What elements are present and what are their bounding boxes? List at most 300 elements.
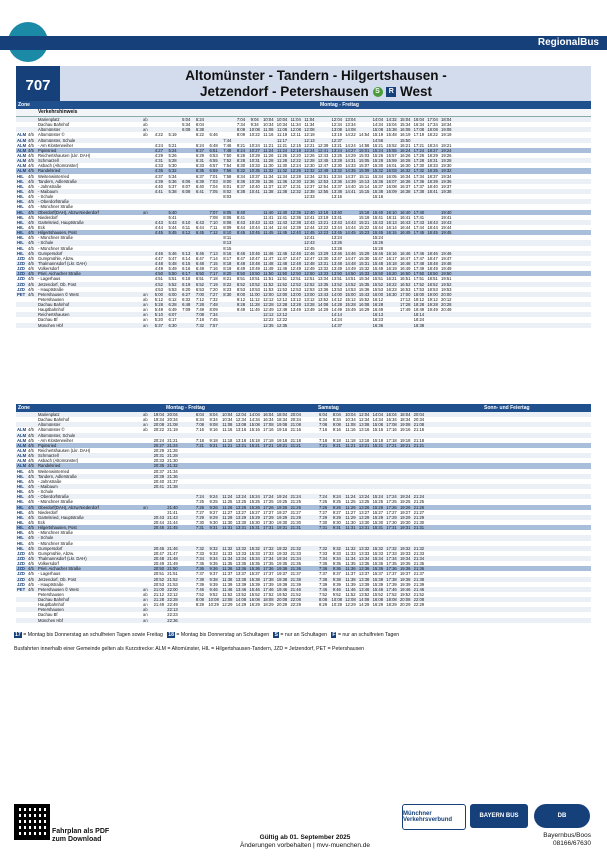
block1-time-cell: 16:45 [399, 230, 411, 236]
block1-cell-t: 4/5 [28, 245, 34, 251]
block2-day-header [16, 404, 591, 412]
block2-cell-z: ALM [17, 463, 27, 469]
block2-time-cell: 16:29 [249, 602, 260, 608]
block1-time-cell: 17:00 [399, 291, 411, 297]
block1-time-cell: 11:17 [276, 137, 288, 143]
block1-time-cell: 15:23 [358, 230, 370, 236]
block1-time-cell: 18:08 [427, 127, 438, 133]
block1-time-cell: 13:40 [331, 209, 343, 215]
block2-time-cell: 15:18 [372, 437, 384, 443]
block1-time-cell: 15:49 [345, 307, 356, 313]
block2-cell-n: Eck [38, 519, 45, 525]
block1-time-cell: 18:22 [427, 132, 438, 138]
block2-time-cell: 13:37 [235, 571, 247, 577]
block2-time-cell: 20:34 [413, 417, 425, 423]
block2-cell-d: ab [143, 427, 148, 433]
block1-time-cell: 13:36 [317, 286, 329, 292]
block2-cell-n: Marienplatz [38, 412, 60, 417]
block1-cell-z: PET [17, 291, 26, 297]
block1-time-cell: 18:52 [427, 281, 438, 287]
block2-time-cell: 9:16 [209, 427, 218, 433]
block1-time-cell: 7:14 [209, 255, 218, 261]
block1-time-cell: 17:28 [399, 302, 411, 308]
block2-time-cell: 15:37 [372, 571, 384, 577]
block1-time-cell: 8:10 [223, 230, 232, 236]
mvv-logo: Münchner Verkehrsverbund [402, 804, 466, 830]
block2-time-cell: 9:38 [209, 576, 218, 582]
block1-time-cell: 11:36 [276, 178, 288, 184]
block2-time-cell: 17:29 [263, 514, 274, 520]
block2-time-cell: 7:31 [195, 525, 204, 531]
block1-time-cell: 11:49 [263, 266, 274, 272]
block2-time-cell: 11:21 [345, 442, 356, 448]
block1-time-cell: 12:12 [276, 312, 288, 318]
block1-time-cell: 12:49 [276, 307, 288, 313]
block1-cell-z: JZD [17, 255, 25, 261]
block1-time-cell: 8:16 [223, 250, 232, 256]
block1-time-cell: 12:12 [263, 312, 274, 318]
block1-cell-n: Priel, Aichacher Straße [38, 271, 81, 277]
block2-time-cell: 19:26 [399, 504, 411, 510]
block1-time-cell: 16:30 [386, 291, 397, 297]
block1-time-cell: 11:53 [263, 286, 274, 292]
block1-cell-z: JZD [17, 260, 25, 266]
validity-note [210, 834, 400, 850]
block2-cell-d: an [143, 586, 148, 592]
block1-time-cell: 6:32 [182, 296, 191, 302]
block1-time-cell: 18:27 [427, 147, 438, 153]
block1-time-cell: 13:28 [331, 245, 343, 251]
block2-time-cell: 13:38 [358, 576, 370, 582]
block1-time-cell: 12:53 [304, 286, 315, 292]
block1-time-cell: 7:44 [223, 137, 232, 143]
block2-time-cell: 9:21 [209, 442, 218, 448]
block2-time-cell: 11:18 [222, 437, 233, 443]
block1-time-cell: 15:19 [358, 214, 370, 220]
block1-cell-t: 4/5 [28, 147, 34, 153]
block2-time-cell: 9:34 [332, 555, 341, 561]
block2-time-cell: 9:16 [332, 427, 341, 433]
block2-time-cell: 13:52 [235, 591, 247, 597]
block2-time-cell: 21:38 [167, 483, 178, 489]
block2-time-cell: 19:16 [399, 427, 411, 433]
block2-time-cell: 11:16 [345, 427, 356, 433]
block1-cell-n: Petershausen [38, 296, 64, 302]
block1-time-cell: 6:31 [195, 158, 204, 164]
block2-cell-z: HIL [17, 540, 24, 546]
block2-time-cell: 7:25 [195, 499, 204, 505]
block1-time-cell: 8:43 [236, 219, 246, 225]
block1-time-cell: 15:14 [358, 183, 370, 189]
block2-time-cell: 21:44 [167, 519, 178, 525]
block1-time-cell: 15:15 [358, 188, 370, 194]
block2-time-cell: 11:30 [345, 519, 356, 525]
block1-time-cell: 10:51 [249, 276, 260, 282]
block1-time-cell: 4:51 [154, 276, 163, 282]
block2-time-cell: 21:37 [413, 571, 425, 577]
block2-time-cell: 20:50 [153, 566, 165, 572]
block1-time-cell: 19:46 [441, 250, 452, 256]
block2-time-cell: 21:33 [413, 550, 425, 556]
block2-cell-n: - Münchner Straße [38, 499, 73, 505]
block2-time-cell: 13:34 [235, 555, 247, 561]
block2-time-cell: 14:34 [372, 417, 384, 423]
qr-code-icon[interactable] [14, 804, 50, 840]
block2-time-cell: 13:29 [358, 514, 370, 520]
block2-cell-n: - Jahnstraße [38, 478, 62, 484]
block2-cell-z: ALM [17, 453, 27, 459]
block1-time-cell: 11:26 [263, 152, 274, 158]
block2-cell-n: Petershausen [38, 607, 64, 613]
block2-time-cell: 20:29 [399, 602, 411, 608]
block2-time-cell: 11:32 [222, 545, 233, 551]
block1-time-cell: 10:04 [263, 117, 274, 122]
block1-time-cell: 4:40 [154, 183, 163, 189]
block2-time-cell: 8:08 [319, 597, 328, 603]
block1-time-cell: 10:31 [249, 158, 260, 164]
block2-time-cell: 13:34 [358, 555, 370, 561]
block2-cell-z: ALM [17, 447, 27, 453]
block2-time-cell: 16:04 [386, 412, 397, 417]
block2-time-cell: 20:37 [153, 468, 165, 474]
block2-time-cell: 21:36 [167, 473, 178, 479]
block1-cell-t: 4/5 [28, 178, 34, 184]
block2-time-cell: 21:32 [413, 545, 425, 551]
block1-time-cell: 9:00 [236, 291, 246, 297]
block2-time-cell: 17:18 [386, 437, 397, 443]
block1-time-cell: 16:07 [386, 178, 397, 184]
block1-time-cell: 12:49 [290, 266, 301, 272]
block1-time-cell: 16:17 [386, 255, 397, 261]
block2-cell-t: 4/5 [28, 535, 34, 541]
block2-time-cell: 10:04 [222, 412, 233, 417]
block2-time-cell: 22:23 [167, 612, 178, 618]
block1-time-cell: 5:49 [168, 266, 177, 272]
block2-time-cell: 17:38 [263, 576, 274, 582]
block1-cell-n: Oberdorf(DAH), Abzw.Niederdorf [38, 209, 99, 215]
block1-time-cell: 17:32 [413, 168, 425, 174]
block1-time-cell: 17:34 [413, 173, 425, 179]
block2-time-cell: 21:21 [290, 442, 301, 448]
block1-time-cell: 15:38 [372, 188, 384, 194]
block2-cell-t: 4/5 [28, 586, 34, 592]
block2-time-cell: 9:26 [209, 504, 218, 510]
block1-time-cell: 12:39 [290, 224, 301, 230]
footnote-s-text: = nur an Schultagen [280, 632, 327, 638]
block2-time-cell: 22:49 [167, 602, 178, 608]
block1-time-cell: 15:35 [358, 281, 370, 287]
block1-time-cell: 8:21 [223, 276, 232, 282]
block1-time-cell: 18:49 [413, 307, 425, 313]
block1-time-cell: 11:32 [276, 168, 288, 174]
block2-time-cell: 15:16 [249, 427, 260, 433]
block1-cell-n: Dachau Bf [38, 317, 58, 323]
block2-time-cell: 17:35 [386, 561, 397, 567]
block1-time-cell: 14:50 [345, 271, 356, 277]
block1-time-cell: 7:15 [209, 260, 218, 266]
block2-time-cell: 15:29 [249, 514, 260, 520]
block2-time-cell: 7:33 [195, 550, 204, 556]
block1-time-cell: 16:10 [386, 209, 397, 215]
block1-time-cell: 4:31 [154, 158, 163, 164]
block1-time-cell: 14:24 [345, 142, 356, 148]
block2-time-cell: 21:32 [167, 463, 178, 469]
block2-time-cell: 19:29 [276, 514, 288, 520]
block1-time-cell: 8:22 [223, 281, 232, 287]
block2-cell-n: Weitenwinterried [38, 468, 70, 474]
block2-time-cell: 6:34 [195, 417, 204, 423]
block1-time-cell: 14:31 [345, 158, 356, 164]
block1-time-cell: 12:50 [290, 271, 301, 277]
block2-cell-z: JZD [17, 571, 25, 577]
block2-time-cell: 9:08 [209, 422, 218, 428]
block2-cell-z: ALM [17, 437, 27, 443]
block1-time-cell: 20:28 [441, 302, 452, 308]
block2-time-cell: 15:34 [372, 555, 384, 561]
block2-times [152, 618, 590, 623]
pdf-download-label[interactable] [52, 828, 109, 844]
block1-time-cell: 11:45 [276, 230, 288, 236]
block1-time-cell: 6:53 [195, 286, 204, 292]
block2-time-cell: 15:39 [372, 581, 384, 587]
block1-time-cell: 18:14 [413, 312, 425, 318]
block2-cell-d: an [143, 597, 148, 603]
block2-time-cell: 11:30 [222, 519, 233, 525]
block2-time-cell: 19:08 [399, 422, 411, 428]
block2-cell-n: Petershausen © West [38, 586, 79, 592]
block2-cell-n: Jetzendorf, Ob. Post [38, 576, 77, 582]
block1-time-cell: 13:28 [331, 158, 343, 164]
block2-time-cell: 21:49 [153, 602, 165, 608]
block1-time-cell: 6:07 [182, 183, 191, 189]
block1-time-cell: 8:28 [236, 158, 246, 164]
block2-time-cell: 7:29 [195, 514, 204, 520]
block2-time-cell: 21:35 [413, 561, 425, 567]
block1-time-cell: 7:13 [209, 250, 218, 256]
block1-time-cell: 16:38 [399, 188, 411, 194]
block2-cell-z: HIL [17, 499, 24, 505]
block2-cell-z: HIL [17, 473, 24, 479]
block1-time-cell: 12:00 [263, 291, 274, 297]
block1-time-cell: 15:31 [358, 260, 370, 266]
block2-cell-n: Priel, Aichacher Straße [38, 566, 81, 572]
block2-time-cell: 21:29 [290, 514, 301, 520]
block1-time-cell: 18:00 [413, 291, 425, 297]
block1-cell-t: 4/5 [28, 266, 34, 272]
block1-time-cell: 13:38 [331, 188, 343, 194]
route-title-suffix: West [400, 84, 433, 99]
block1-time-cell: 19:37 [441, 183, 452, 189]
block2-time-cell: 17:33 [386, 550, 397, 556]
block2-time-cell: 15:18 [249, 437, 260, 443]
block1-time-cell: 15:47 [372, 255, 384, 261]
block2-time-cell: 15:33 [372, 550, 384, 556]
block1-time-cell: 18:37 [427, 173, 438, 179]
block2-time-cell: 7:30 [195, 519, 204, 525]
block2-time-cell: 9:29 [209, 514, 218, 520]
block2-time-cell: 11:35 [345, 561, 356, 567]
block2-time-cell: 13:52 [358, 591, 370, 597]
block2-time-cell: 7:18 [319, 437, 328, 443]
block1-cell-z: ALM [17, 137, 27, 143]
block1-time-cell: 16:18 [386, 260, 397, 266]
block2-cell-n: Hauptbahnhof [38, 602, 65, 608]
block1-time-cell: 13:29 [317, 250, 329, 256]
block1-time-cell: 9:21 [236, 142, 246, 148]
block1-time-cell: 6:13 [182, 250, 191, 256]
block1-time-cell: 6:27 [195, 147, 204, 153]
block2-time-cell: 17:16 [263, 427, 274, 433]
block1-time-cell: 7:03 [209, 178, 218, 184]
block1-time-cell: 11:47 [276, 255, 288, 261]
block2-cell-t: 4/5 [28, 545, 34, 551]
block2-time-cell: 21:39 [290, 581, 301, 587]
block1-time-cell: 6:48 [195, 260, 204, 266]
block1-time-cell: 11:12 [249, 296, 260, 302]
block2-time-cell: 20:22 [153, 427, 165, 433]
block2-time-cell: 17:52 [386, 591, 397, 597]
block2-time-cell: 7:16 [195, 427, 204, 433]
block1-time-cell: 4:41 [154, 188, 163, 194]
block1-time-cell: 11:41 [276, 214, 288, 220]
block2-cell-z: HIL [17, 514, 24, 520]
block2-time-cell: 20:44 [153, 519, 165, 525]
block1-time-cell: 17:43 [413, 219, 425, 225]
block1-cell-z: ALM [17, 158, 27, 164]
block2-time-cell: 9:32 [332, 545, 341, 551]
block1-time-cell: 15:29 [358, 250, 370, 256]
block1-time-cell: 16:44 [399, 224, 411, 230]
block1-time-cell: 7:34 [236, 122, 246, 128]
block2-time-cell: 21:45 [167, 525, 178, 531]
block2-time-cell: 21:38 [290, 576, 301, 582]
block1-cell-t: 4/5 [28, 240, 34, 246]
block1-time-cell: 15:32 [358, 266, 370, 272]
block2-cell-n: Schmarzell [38, 453, 59, 459]
block2-time-cell: 21:27 [290, 509, 301, 515]
block1-time-cell: 19:32 [441, 168, 452, 174]
block2-time-cell: 7:16 [319, 427, 328, 433]
block1-cell-t: 4/5 [28, 152, 34, 158]
route-title-line2-wrap [76, 84, 556, 100]
block1-time-cell: 4:47 [154, 255, 163, 261]
block2-time-cell: 10:08 [208, 597, 219, 603]
block2-cell-z: HIL [17, 483, 24, 489]
block2-time-cell: 20:46 [153, 545, 165, 551]
block1-time-cell: 19:49 [427, 307, 438, 313]
block1-time-cell: 14:48 [345, 260, 356, 266]
block1-time-cell: 14:49 [331, 307, 343, 313]
block1-time-cell: 11:50 [263, 271, 274, 277]
block2-time-cell: 13:36 [235, 566, 247, 572]
block2-time-cell: 15:32 [249, 545, 260, 551]
block2-time-cell: 19:25 [276, 499, 288, 505]
block2-time-cell: 13:27 [235, 509, 247, 515]
block1-cell-n: Dachau Bahnhof [38, 302, 70, 308]
block2-time-cell: 17:18 [263, 437, 274, 443]
block1-cell-n: Petershausen © West [38, 291, 79, 297]
block1-time-cell: 15:52 [386, 142, 397, 148]
block2-cell-t: 4/5 [28, 478, 34, 484]
block2-time-cell: 20:48 [153, 555, 165, 561]
block2-cell-n: Altomünster, Schule [38, 432, 76, 438]
block1-time-cell: 17:48 [413, 260, 425, 266]
block1-time-cell: 12:43 [317, 152, 329, 158]
block1-time-cell: 13:43 [317, 291, 329, 297]
block1-time-cell: 6:40 [195, 183, 204, 189]
block1-time-cell: 4:29 [154, 152, 163, 158]
block2-time-cell: 21:37 [167, 478, 178, 484]
block1-time-cell: 12:49 [263, 307, 274, 313]
block2-cell-t: 4/5 [28, 514, 34, 520]
block1-time-cell: 18:41 [427, 188, 438, 194]
block1-time-cell: 12:12 [263, 296, 274, 302]
block1-time-cell: 14:33 [345, 163, 356, 169]
block2-time-cell: 19:46 [276, 586, 288, 592]
block2-cell-z: HIL [17, 504, 24, 510]
block1-time-cell: 11:34 [276, 173, 288, 179]
block1-time-cell: 15:36 [358, 286, 370, 292]
block2-time-cell: 19:27 [399, 509, 411, 515]
block2-time-cell: 19:33 [276, 550, 288, 556]
block2-cell-n: Gumpmühle, Abzw. [38, 550, 75, 556]
block2-cell-n: Randelsried [38, 463, 61, 469]
block1-time-cell: 19:41 [441, 214, 452, 220]
block1-time-cell: 7:17 [209, 271, 218, 277]
block1-time-cell: 13:37 [331, 183, 343, 189]
block1-time-cell: 6:35 [195, 168, 204, 174]
block2-time-cell: 17:27 [263, 509, 274, 515]
block1-time-cell: 14:37 [345, 173, 356, 179]
block2-time-cell: 9:38 [332, 576, 341, 582]
block2-time-cell: 19:21 [276, 442, 288, 448]
block2-time-cell: 21:32 [290, 545, 301, 551]
block2-time-cell: 10:29 [208, 602, 219, 608]
block2-time-cell: 13:21 [358, 442, 370, 448]
block1-time-cell: 18:12 [413, 296, 425, 302]
block1-time-cell: 12:04 [331, 117, 343, 122]
block1-time-cell: 13:33 [317, 271, 329, 277]
block2-time-cell: 8:34 [209, 417, 218, 423]
block2-time-cell: 15:27 [372, 509, 384, 515]
block2-time-cell: 21:49 [167, 561, 178, 567]
block2-time-cell: 9:46 [209, 586, 218, 592]
block1-cell-t: 4/5 [28, 219, 34, 225]
block2-time-cell: 19:31 [399, 525, 411, 531]
block1-time-cell: 8:53 [236, 286, 246, 292]
block2-time-cell: 22:28 [167, 597, 178, 603]
block2-time-cell: 9:08 [332, 422, 341, 428]
block1-cell-t: 4/5 [28, 224, 34, 230]
block1-time-cell: 12:22 [263, 317, 274, 323]
block1-time-cell: 13:21 [317, 219, 329, 225]
block2-time-cell: 7:39 [195, 581, 204, 587]
block1-cell-t: 4/5 [28, 137, 34, 143]
block1-time-cell: 8:50 [236, 271, 246, 277]
block1-time-cell: 10:29 [249, 152, 260, 158]
block2-time-cell: 14:04 [372, 412, 384, 417]
block2-time-cell: 21:24 [413, 494, 425, 500]
block2-cell-z: ALM [17, 432, 27, 438]
block1-cell-z: HIL [17, 214, 24, 220]
block2-cell-z: JZD [17, 561, 25, 567]
block1-time-cell: 11:32 [263, 168, 274, 174]
block2-time-cell: 7:36 [319, 566, 328, 572]
block1-cell-t: 4/5 [28, 281, 34, 287]
block1-cell-z: HIL [17, 235, 24, 241]
block2-cell-d: ab [143, 591, 148, 597]
block1-cell-z: ALM [17, 152, 27, 158]
